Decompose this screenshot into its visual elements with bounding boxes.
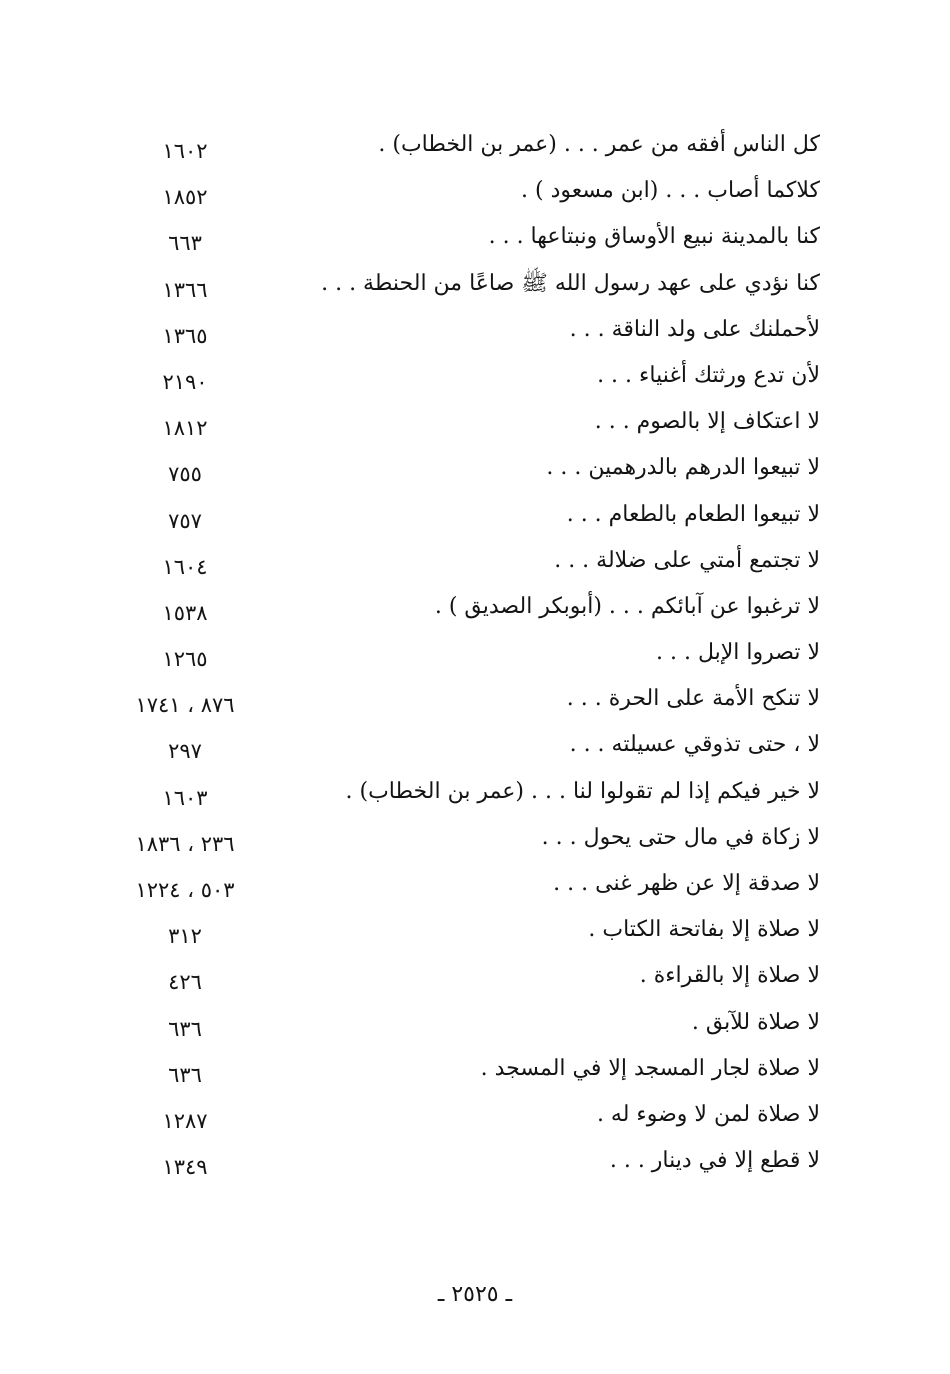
entry-text: لا صدقة إلا عن ظهر غنى . . . (553, 871, 820, 896)
entry-ref: ٢١٩٠ (162, 369, 208, 394)
entry-text: لا صلاة إلا بالقراءة . (639, 963, 820, 989)
entry-ref: ٦٦٣ (168, 231, 202, 256)
entry-text: لا صلاة إلا بفاتحة الكتاب . (588, 917, 820, 943)
index-entry (110, 913, 840, 959)
entry-text: لا ترغبوا عن آبائكم . . . (أبوبكر الصديق ) . (434, 593, 820, 619)
entry-ref: ٣١٢ (168, 924, 202, 949)
page-number: ـ ٢٥٢٥ ـ (437, 1282, 513, 1307)
entry-ref: ٤٢٦ (168, 970, 202, 995)
index-entry (110, 728, 840, 774)
entry-text: لا تصروا الإبل . . . (655, 640, 820, 666)
entry-text: كنا بالمدينة نبيع الأوساق ونبتاعها . . . (488, 224, 820, 250)
index-entry (110, 313, 840, 359)
entry-text: لأن تدع ورثتك أغنياء . . . (597, 362, 820, 388)
entry-ref: ١٣٦٦ (162, 277, 208, 302)
index-entry (110, 959, 840, 1005)
entry-ref: ١٨١٢ (162, 416, 208, 441)
entry-text: لا خير فيكم إذا لم تقولوا لنا . . . (عمر بن الخطاب) . (345, 778, 820, 804)
entry-text: لا ، حتى تذوقي عسيلته . . . (569, 732, 820, 758)
index-entry (110, 220, 840, 266)
entry-text: لا صلاة للآبق . (691, 1009, 820, 1035)
entry-ref: ١٢٨٧ (162, 1108, 208, 1133)
index-entry (110, 498, 840, 544)
entry-text: لا تجتمع أمتي على ضلالة . . . (554, 547, 820, 573)
index-entry (110, 1144, 840, 1190)
index-entry (110, 1006, 840, 1052)
entry-ref: ١٦٠٣ (162, 785, 208, 810)
index-entry (110, 359, 840, 405)
entry-text: لا صلاة لجار المسجد إلا في المسجد . (480, 1055, 820, 1081)
entry-ref: ٧٥٧ (168, 508, 202, 533)
entry-text: كلاكما أصاب . . . (ابن مسعود ) . (521, 178, 820, 204)
entry-text: كنا نؤدي على عهد رسول الله ﷺ صاعًا من الحنطة . . . (321, 270, 820, 296)
entry-ref: ٢٩٧ (168, 739, 202, 764)
entry-ref: ١٢٦٥ (162, 647, 208, 672)
index-entry (110, 174, 840, 220)
index-entry (110, 1098, 840, 1144)
index-entry (110, 267, 840, 313)
entry-ref: ١٥٣٨ (162, 600, 208, 625)
index-entry (110, 451, 840, 497)
index-entry (110, 544, 840, 590)
entry-text: لا تنكح الأمة على الحرة . . . (566, 686, 820, 712)
entry-ref: ١٣٤٩ (162, 1155, 208, 1180)
index-entry (110, 821, 840, 867)
index-entry (110, 128, 840, 174)
index-entry (110, 590, 840, 636)
index-entry (110, 1052, 840, 1098)
entry-text: لا زكاة في مال حتى يحول . . . (541, 824, 820, 850)
entry-ref: ٧٥٥ (168, 462, 202, 487)
index-entry (110, 775, 840, 821)
hadith-index-list (110, 128, 840, 1190)
entry-ref: ١٣٦٥ (162, 323, 208, 348)
entry-text: لأحملنك على ولد الناقة . . . (569, 316, 820, 342)
entry-text: لا تبيعوا الدرهم بالدرهمين . . . (546, 455, 820, 481)
entry-ref: ٦٣٦ (168, 1016, 202, 1041)
entry-text: لا تبيعوا الطعام بالطعام . . . (566, 501, 820, 527)
entry-ref: ٦٣٦ (168, 1062, 202, 1087)
entry-text: لا قطع إلا في دينار . . . (609, 1148, 820, 1174)
index-entry (110, 405, 840, 451)
index-entry (110, 682, 840, 728)
entry-ref: ١٦٠٤ (162, 554, 208, 579)
index-entry (110, 636, 840, 682)
entry-ref: ٥٠٣ ، ١٢٢٤ (135, 878, 235, 902)
entry-ref: ١٦٠٢ (162, 139, 208, 163)
entry-ref: ٢٣٦ ، ١٨٣٦ (135, 831, 235, 856)
entry-text: لا اعتكاف إلا بالصوم . . . (594, 409, 820, 435)
index-entry (110, 867, 840, 913)
entry-ref: ٨٧٦ ، ١٧٤١ (135, 693, 235, 718)
entry-text: لا صلاة لمن لا وضوء له . (596, 1101, 820, 1127)
entry-ref: ١٨٥٢ (162, 185, 208, 210)
entry-text: كل الناس أفقه من عمر . . . (عمر بن الخطاب) . (378, 132, 820, 157)
